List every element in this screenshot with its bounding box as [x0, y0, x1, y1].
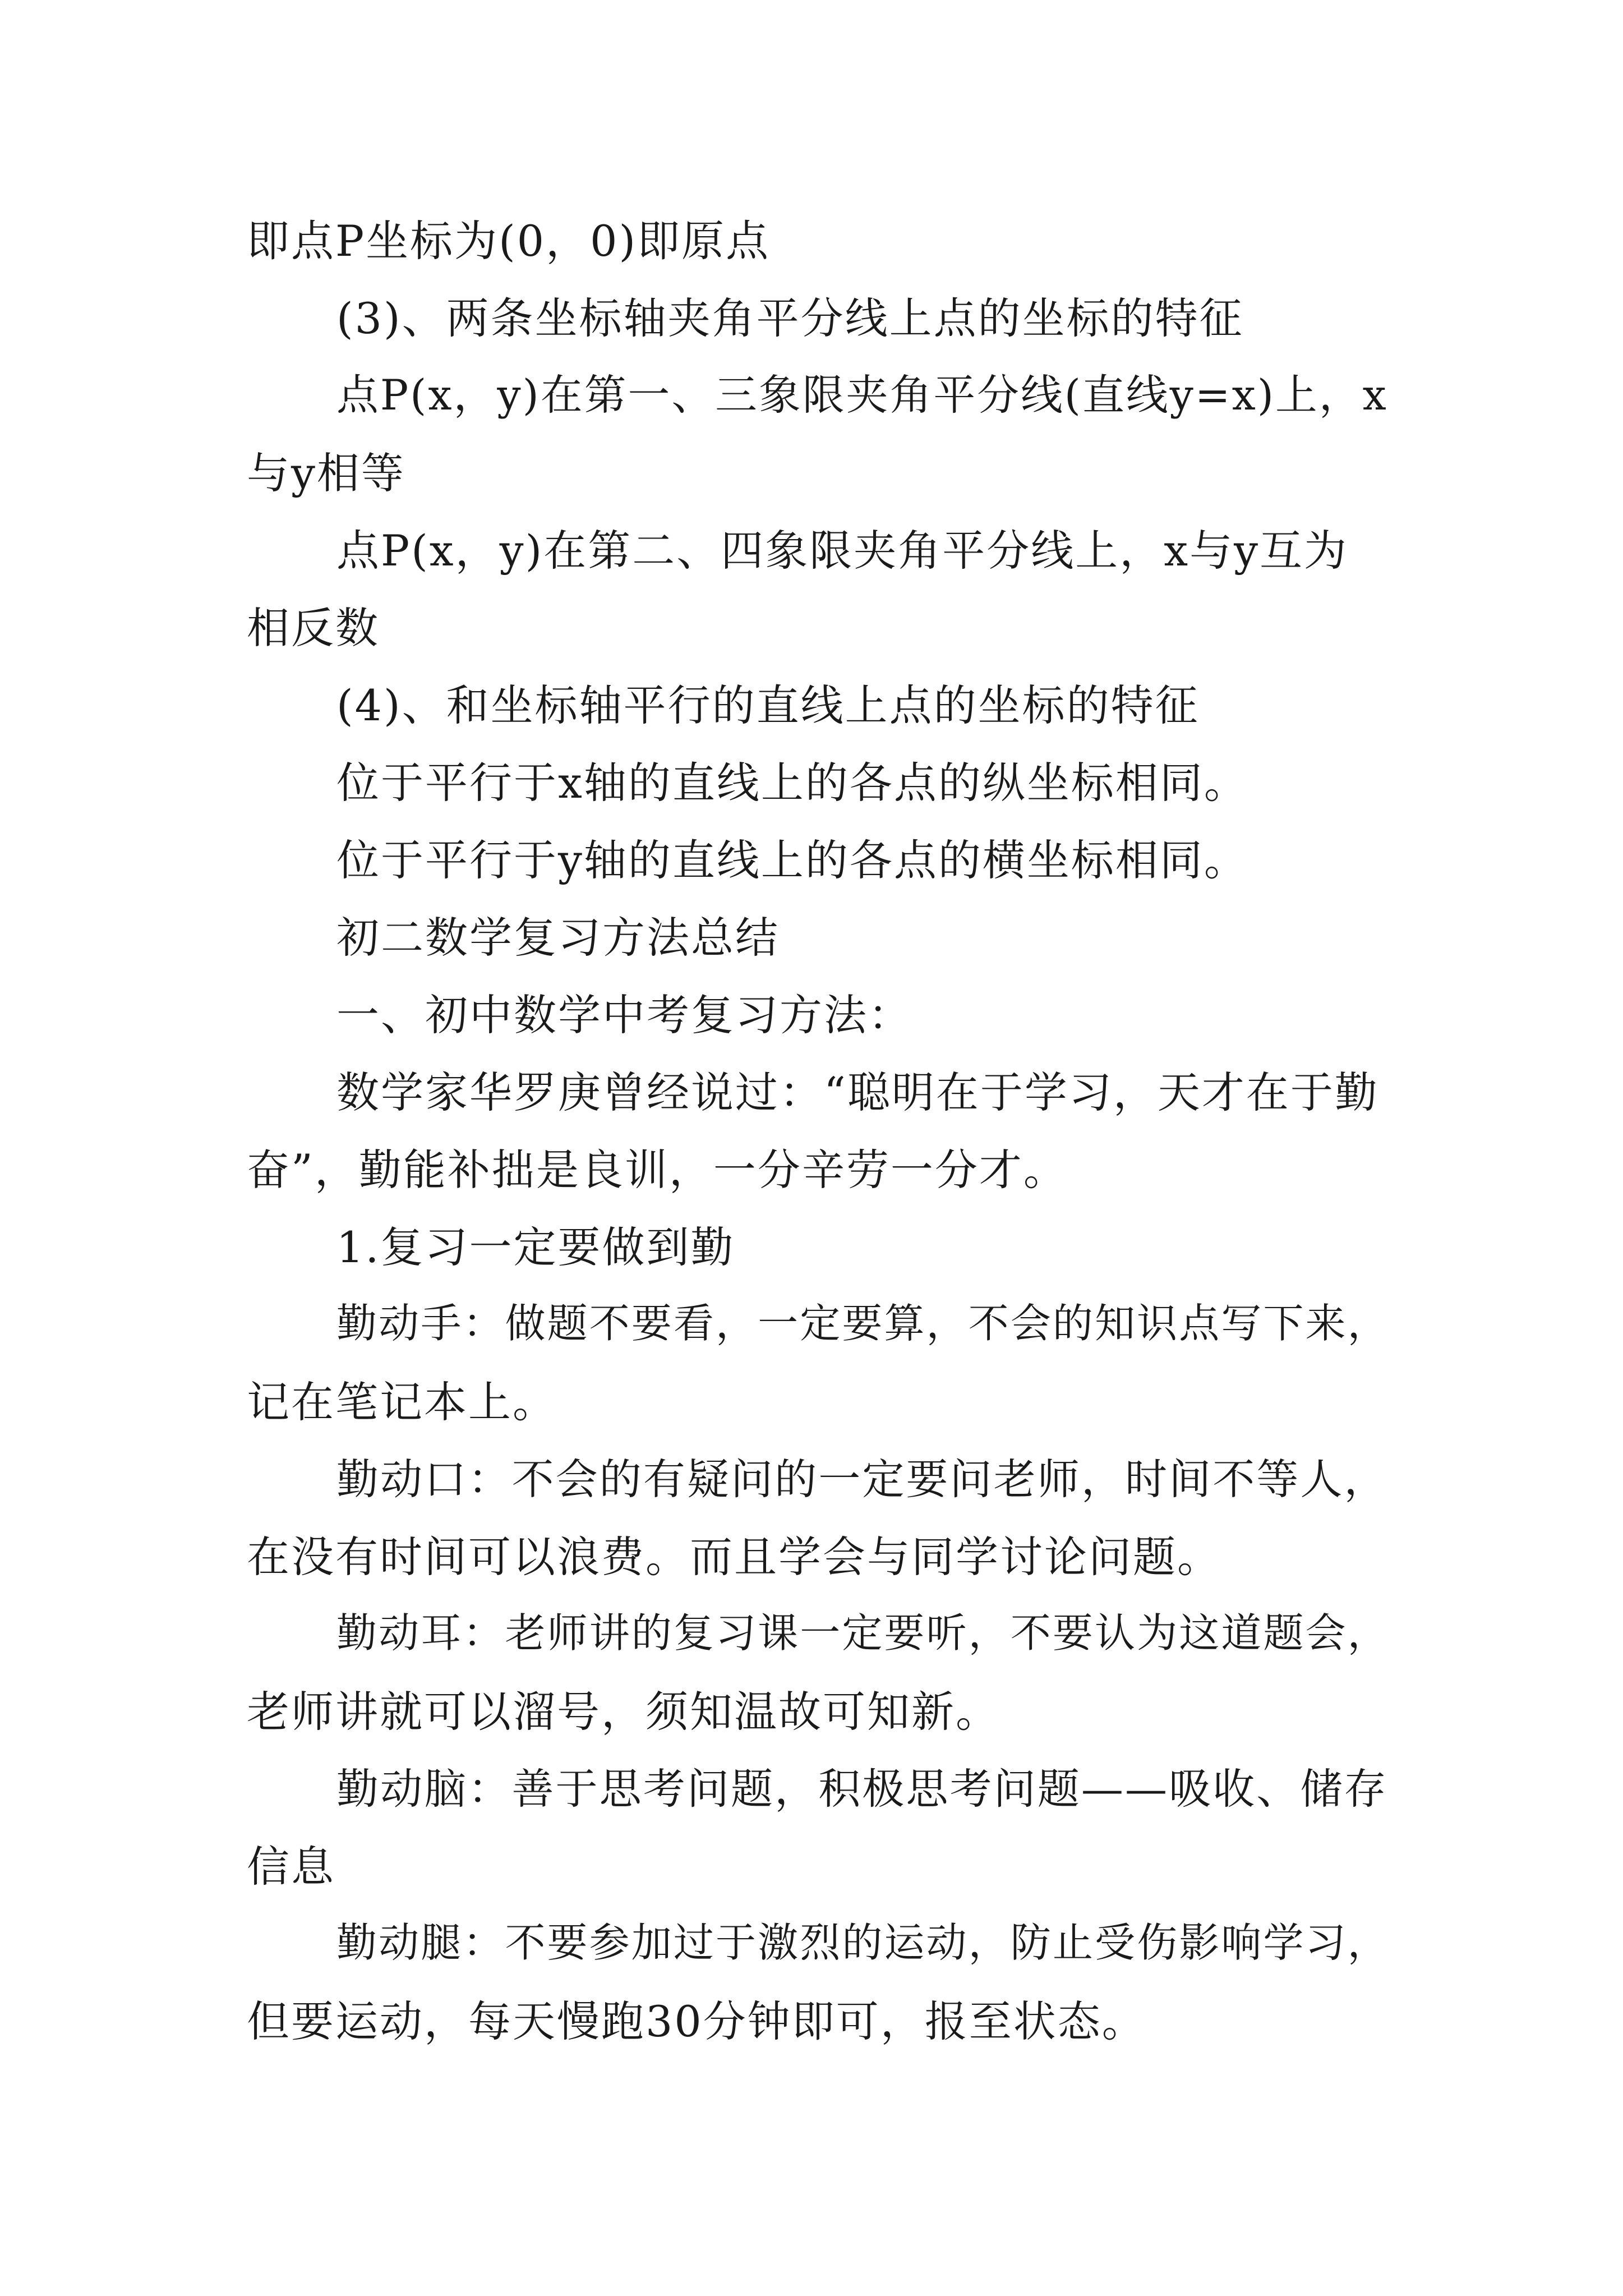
text-line: 老师讲就可以溜号，须知温故可知新。	[247, 1687, 1000, 1737]
text-line: 数学家华罗庚曾经说过：“聪明在于学习，天才在于勤	[336, 1068, 1379, 1117]
text-line: 但要运动，每天慢跑30分钟即可，报至状态。	[247, 1996, 1146, 2046]
text-line: 勤动脑：善于思考问题，积极思考问题——吸收、储存	[336, 1764, 1388, 1814]
text-line: (4)、和坐标轴平行的直线上点的坐标的特征	[336, 680, 1200, 730]
text-line: 勤动腿：不要参加过于激烈的运动，防止受伤影响学习，	[336, 1920, 1390, 1967]
text-line: 勤动手：做题不要看，一定要算，不会的知识点写下来，	[336, 1300, 1390, 1347]
section-heading: 一、初中数学中考复习方法：	[336, 990, 912, 1040]
text-line: 与y相等	[247, 448, 405, 498]
text-line: 位于平行于y轴的直线上的各点的横坐标相同。	[336, 835, 1248, 885]
text-line: 点P(x，y)在第一、三象限夹角平分线(直线y=x)上，x	[336, 371, 1388, 420]
text-line: 位于平行于x轴的直线上的各点的纵坐标相同。	[336, 758, 1248, 808]
text-line: 信息	[247, 1842, 335, 1892]
subsection-heading: 1.复习一定要做到勤	[336, 1222, 735, 1272]
text-line: 奋”，勤能补拙是良训，一分辛劳一分才。	[247, 1145, 1068, 1195]
section-heading: 初二数学复习方法总结	[336, 913, 780, 963]
text-line: 勤动口：不会的有疑问的一定要问老师，时间不等人，	[336, 1455, 1388, 1504]
text-line: 记在笔记本上。	[247, 1377, 557, 1427]
text-line: (3)、两条坐标轴夹角平分线上点的坐标的特征	[336, 293, 1244, 343]
text-line: 在没有时间可以浪费。而且学会与同学讨论问题。	[247, 1532, 1221, 1582]
text-line: 即点P坐标为(0，0)即原点	[247, 216, 771, 266]
text-line: 相反数	[247, 603, 380, 653]
text-line: 点P(x，y)在第二、四象限夹角平分线上，x与y互为	[336, 526, 1349, 576]
text-line: 勤动耳：老师讲的复习课一定要听，不要认为这道题会，	[336, 1610, 1390, 1657]
